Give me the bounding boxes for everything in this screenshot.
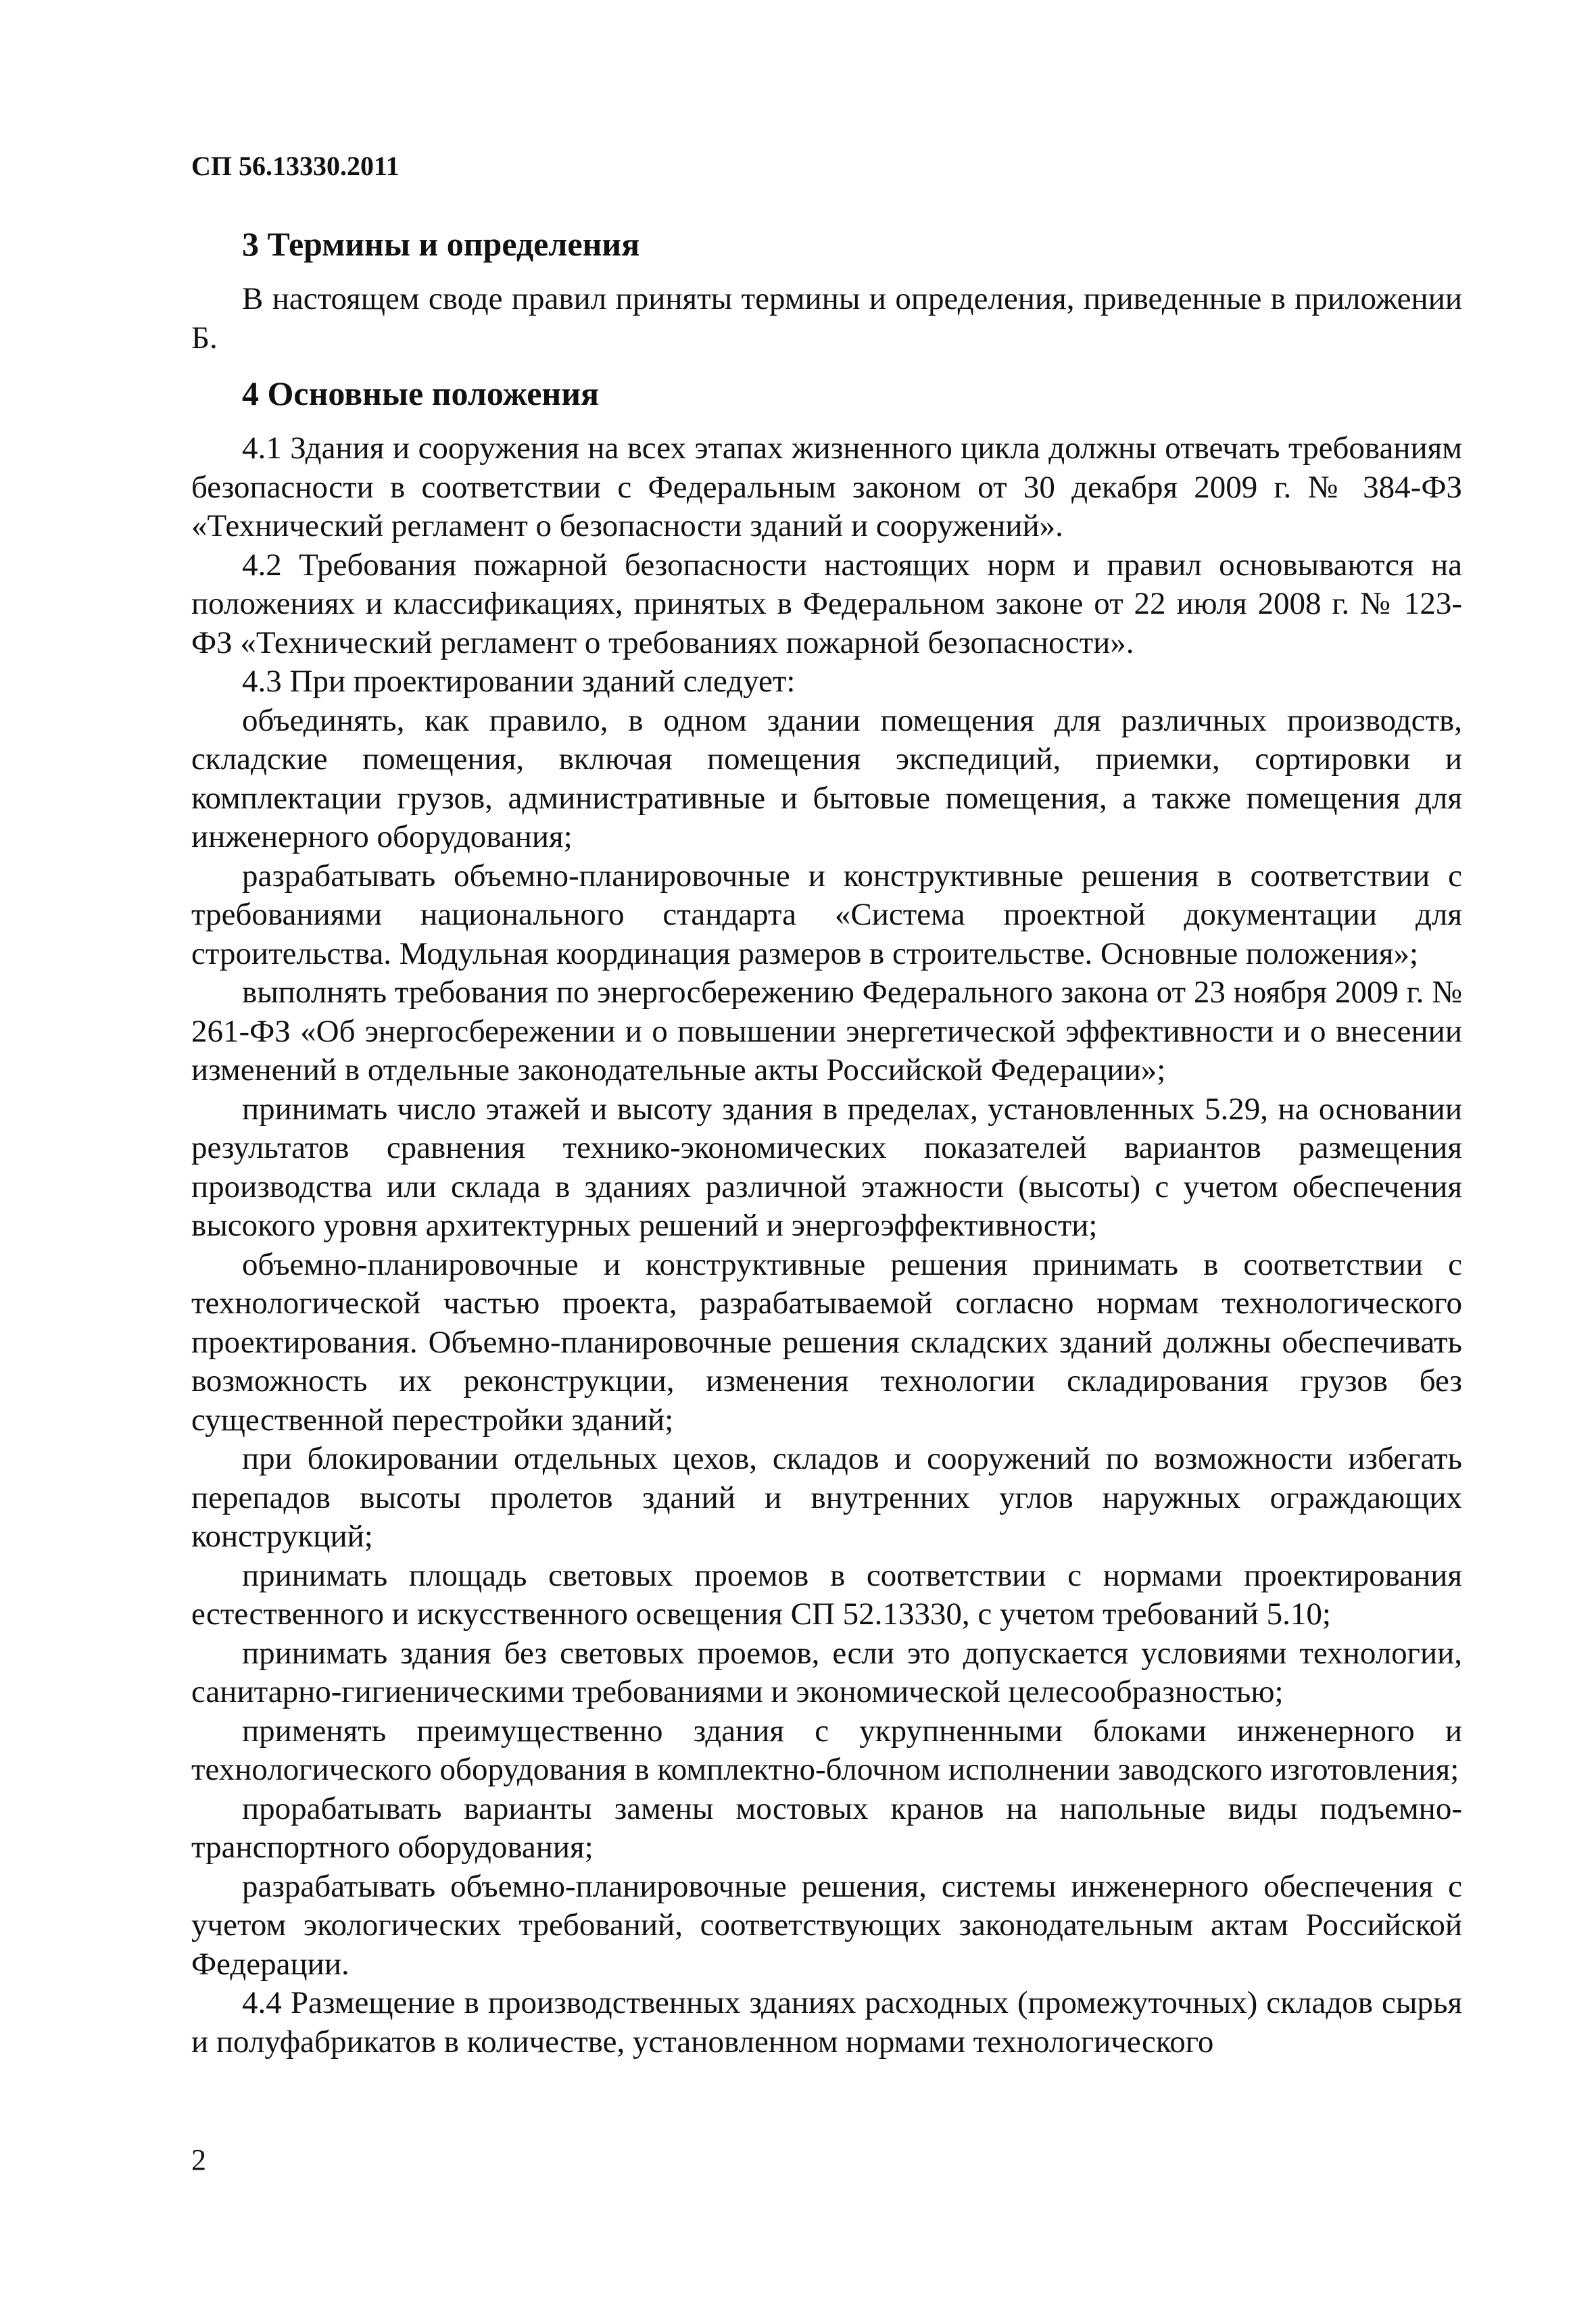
- clause-4-3-item: объемно-планировочные и конструктивные решения принимать в соответствии с технологической частью проекта, разрабатываемой согласно нормам технологического проектирования. Объемно-планировочные решения складских зданий должны обеспечивать возможность их реконструкции, изменения технологии складирования грузов без существенной перестройки зданий;: [191, 1246, 1462, 1438]
- section-3-paragraph: В настоящем своде правил приняты термины и определения, приведенные в приложении Б.: [191, 281, 1462, 356]
- clause-4-1: 4.1 Здания и сооружения на всех этапах жизненного цикла должны отвечать требованиям безопасности в соответствии с Федеральным законом от 30 декабря 2009 г. № 384-ФЗ «Технический регламент о безопасности зданий и сооружений».: [191, 431, 1462, 543]
- clause-4-3-item: при блокировании отдельных цехов, складов и сооружений по возможности избегать перепадов высоты пролетов зданий и внутренних углов наружных ограждающих конструкций;: [191, 1441, 1462, 1554]
- clause-4-3-item: прорабатывать варианты замены мостовых кранов на напольные виды подъемно-транспортного оборудования;: [191, 1790, 1462, 1865]
- clause-4-3-item: принимать площадь световых проемов в соответствии с нормами проектирования естественного и искусственного освещения СП 52.13330, с учетом требований 5.10;: [191, 1557, 1462, 1632]
- clause-4-4: 4.4 Размещение в производственных зданиях расходных (промежуточных) складов сырья и полуфабрикатов в количестве, установленном нормами технологического: [191, 1985, 1462, 2060]
- clause-4-3-item: объединять, как правило, в одном здании помещения для различных производств, складские помещения, включая помещения экспедиций, приемки, сортировки и комплектации грузов, административные и бытовые помещения, а также помещения для инженерного оборудования;: [191, 702, 1462, 854]
- clause-4-3-item: применять преимущественно здания с укрупненными блоками инженерного и технологического оборудования в комплектно-блочном исполнении заводского изготовления;: [191, 1713, 1462, 1787]
- clause-4-3-item: разрабатывать объемно-планировочные решения, системы инженерного обеспечения с учетом экологических требований, соответствующих законодательным актам Российской Федерации.: [191, 1868, 1462, 1982]
- clause-4-3-intro: 4.3 При проектировании зданий следует:: [242, 664, 796, 699]
- document-code-header: СП 56.13330.2011: [191, 151, 400, 181]
- clause-4-3-item: разрабатывать объемно-планировочные и конструктивные решения в соответствии с требованиями национального стандарта «Система проектной документации для строительства. Модульная координация размеров в строительстве. Основные положения»;: [191, 858, 1462, 971]
- clause-4-3-item: выполнять требования по энергосбережению Федерального закона от 23 ноября 2009 г. № 261-ФЗ «Об энергосбережении и о повышении энергетической эффективности и о внесении изменений в отдельные законодательные акты Российской Федерации»;: [191, 975, 1462, 1088]
- clause-4-3-item: принимать число этажей и высоту здания в пределах, установленных 5.29, на основании результатов сравнения технико-экономических показателей вариантов размещения производства или склада в зданиях различной этажности (высоты) с учетом обеспечения высокого уровня архитектурных решений и энергоэффективности;: [191, 1091, 1462, 1243]
- clause-4-3-item: принимать здания без световых проемов, если это допускается условиями технологии, санитарно-гигиеническими требованиями и экономической целесообразностью;: [191, 1635, 1462, 1709]
- clause-4-2: 4.2 Требования пожарной безопасности настоящих норм и правил основываются на положениях и классификациях, принятых в Федеральном законе от 22 июля 2008 г. № 123-ФЗ «Технический регламент о требованиях пожарной безопасности».: [191, 547, 1462, 660]
- document-body: [191, 216, 1462, 2062]
- page-number: 2: [191, 2143, 206, 2176]
- section-4-title: 4 Основные положения: [242, 374, 600, 412]
- section-3-title: 3 Термины и определения: [242, 225, 640, 263]
